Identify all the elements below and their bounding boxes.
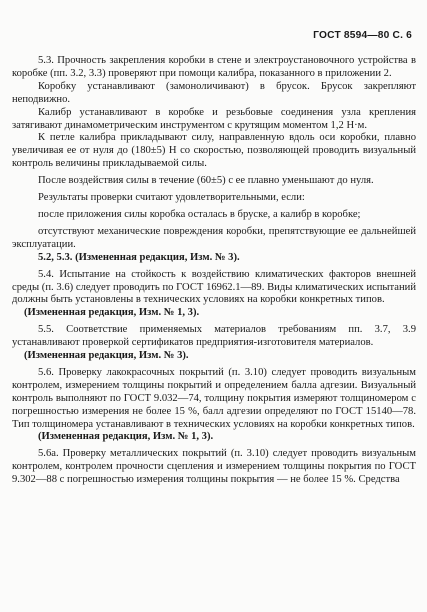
revision-note-5-5: (Измененная редакция, Изм. № 3). xyxy=(24,350,189,362)
document-body xyxy=(12,55,416,487)
paragraph-condition-2: отсутствуют механические повреждения коробки, препятствующие ее дальнейшей эксплуатации. xyxy=(12,225,416,250)
page-header: ГОСТ 8594—80 С. 6 xyxy=(313,30,412,41)
paragraph-box-mounting: Коробку устанавливают (замоноличивают) в брусок. Брусок закрепляют неподвижно. xyxy=(12,80,416,105)
revision-note-5-6: (Измененная редакция, Изм. № 1, 3). xyxy=(38,431,214,443)
paragraph-force-release: После воздействия силы в течение (60±5) с ее плавно уменьшают до нуля. xyxy=(38,175,374,187)
paragraph-5-4: 5.4. Испытание на стойкость к воздействию климатических факторов внешней среды (п. 3.6) следует проводить по ГОСТ 16962.1—89. Виды климатических испытаний должны быть установлены в технических условиях на коробки конкретных типов. xyxy=(12,268,416,306)
revision-note-5-4: (Измененная редакция, Изм. № 1, 3). xyxy=(24,307,200,319)
paragraph-5-6a: 5.6а. Проверку металлических покрытий (п. 3.10) следует проводить визуальным контролем, контролем прочности сцепления и измерением толщины покрытия по ГОСТ 9.302—88 с погрешностью измерения толщины покрытия — не более 15 %. Средства xyxy=(12,448,416,486)
paragraph-gauge-install: Калибр устанавливают в коробке и резьбовые соединения узла крепления затягивают динамометрическим инструментом с крутящим моментом 1,2 Н·м. xyxy=(12,106,416,131)
paragraph-5-6: 5.6. Проверку лакокрасочных покрытий (п. 3.10) следует проводить визуальным контролем, измерением толщины покрытий и определением балла адгезии. Визуальный контроль выполняют по ГОСТ 9.032—74, толщину покрытия измеряют толщиномером с погрешностью измерения не более 15 %, балл адгезии определяют по ГОСТ 15140—78. Тип толщиномера устанавливают в технических условиях на коробки конкретных типов. xyxy=(12,366,416,430)
revision-note-5-2-5-3: 5.2, 5.3. (Измененная редакция, Изм. № 3). xyxy=(38,251,240,263)
paragraph-results: Результаты проверки считают удовлетворительными, если: xyxy=(38,192,305,204)
paragraph-5-3: 5.3. Прочность закрепления коробки в стене и электроустановочного устройства в коробке (пп. 3.2, 3.3) проверяют при помощи калибра, показанного в приложении 2. xyxy=(12,55,416,79)
paragraph-5-5: 5.5. Соответствие применяемых материалов требованиям пп. 3.7, 3.9 устанавливают проверкой сертификатов предприятия-изготовителя материалов. xyxy=(12,324,416,349)
paragraph-force-apply: К петле калибра прикладывают силу, направленную вдоль оси коробки, плавно увеличивая ее от нуля до (180±5) Н со скоростью, позволяющей проводить визуальный контроль величины прикладываемой силы. xyxy=(12,132,416,170)
paragraph-condition-1: после приложения силы коробка осталась в бруске, а калибр в коробке; xyxy=(38,208,361,220)
